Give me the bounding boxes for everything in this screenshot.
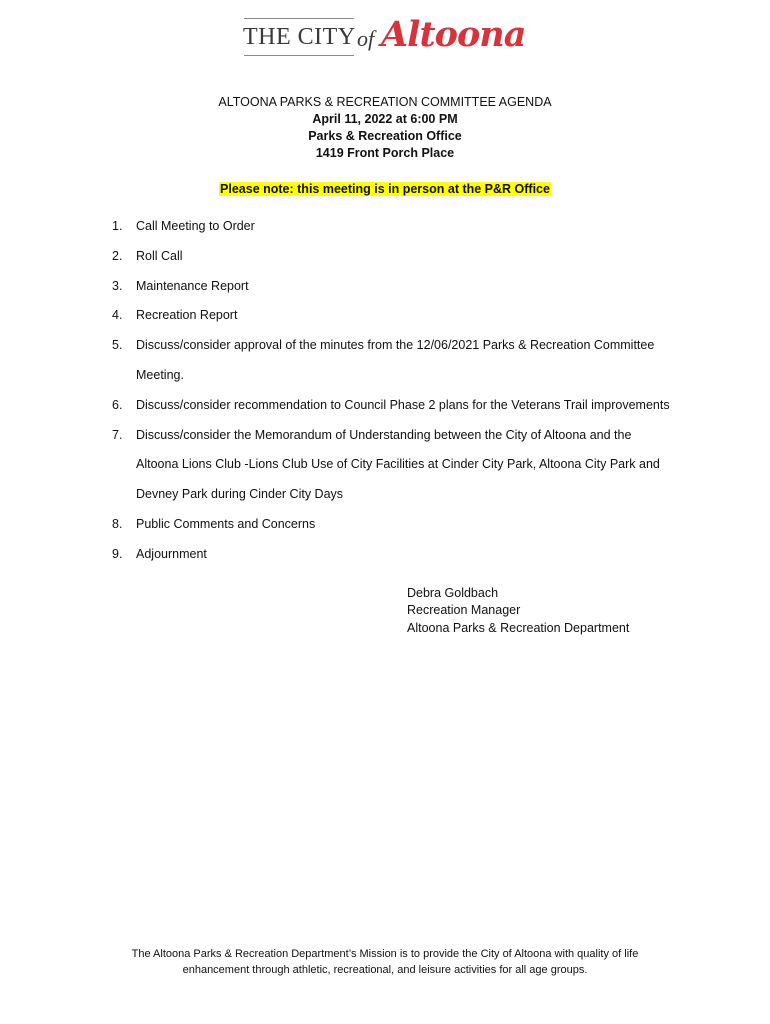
signer-name: Debra Goldbach [407,586,499,600]
logo-the-city: THE CITY [243,24,356,50]
agenda-item-number: 9. [112,546,123,561]
agenda-item [112,391,692,421]
agenda-title: ALTOONA PARKS & RECREATION COMMITTEE AGENDA [218,95,552,109]
agenda-item [112,301,692,331]
logo-of: of [357,26,375,51]
signer-department: Altoona Parks & Recreation Department [407,620,630,635]
agenda-item-text-continued: Meeting. [136,367,184,382]
agenda-item-text: Public Comments and Concerns [136,516,316,531]
agenda-item-text: Discuss/consider approval of the minutes from the 12/06/2021 Parks & Recreation Committee [136,338,655,353]
meeting-date: April 11, 2022 at 6:00 PM [312,112,458,126]
meeting-location: Parks & Recreation Office [308,129,462,143]
logo-rule-bottom [244,55,354,56]
agenda-item-number: 2. [112,248,123,263]
logo-city-name: Altoona [381,14,526,55]
mission-line-2: enhancement through athletic, recreational, and leisure activities for all age groups. [182,964,588,976]
agenda-item-text: Call Meeting to Order [136,219,255,233]
agenda-item-text: Roll Call [136,248,183,263]
agenda-item-text: Discuss/consider recommendation to Council Phase 2 plans for the Veterans Trail improvements [136,397,670,412]
agenda-item-text: Recreation Report [136,308,238,323]
signature-block [407,585,629,637]
agenda-item-number: 7. [112,427,123,442]
agenda-item-text: Adjournment [136,546,207,561]
mission-line-1: The Altoona Parks & Recreation Department’s Mission is to provide the City of Altoona with quality of life [131,948,639,960]
agenda-item-number: 1. [112,219,123,233]
agenda-item-number: 6. [112,397,123,412]
agenda-header [0,94,770,162]
agenda-item-text-continued: Altoona Lions Club -Lions Club Use of City Facilities at Cinder City Park, Altoona City Park and [136,457,660,472]
agenda-item [112,272,692,302]
agenda-item-number: 8. [112,516,123,531]
agenda-item [112,242,692,272]
agenda-item [112,510,692,540]
meeting-address: 1419 Front Porch Place [315,146,455,160]
agenda-item [112,212,692,242]
agenda-item-number: 4. [112,308,123,323]
mission-statement [0,946,770,978]
agenda-item-text: Maintenance Report [136,278,249,293]
in-person-note-text: Please note: this meeting is in person at the P&R Office [220,182,550,196]
signer-role: Recreation Manager [407,603,521,618]
agenda-list [112,212,692,570]
agenda-item-number: 5. [112,338,123,353]
agenda-item-text-continued: Devney Park during Cinder City Days [136,487,344,502]
agenda-item-text: Discuss/consider the Memorandum of Understanding between the City of Altoona and the [136,427,632,442]
city-logo [240,14,540,64]
agenda-item [112,421,692,510]
agenda-item [112,540,692,570]
in-person-note [0,180,770,198]
logo-rule-top [244,18,354,19]
agenda-item [112,331,692,391]
agenda-item-number: 3. [112,278,123,293]
